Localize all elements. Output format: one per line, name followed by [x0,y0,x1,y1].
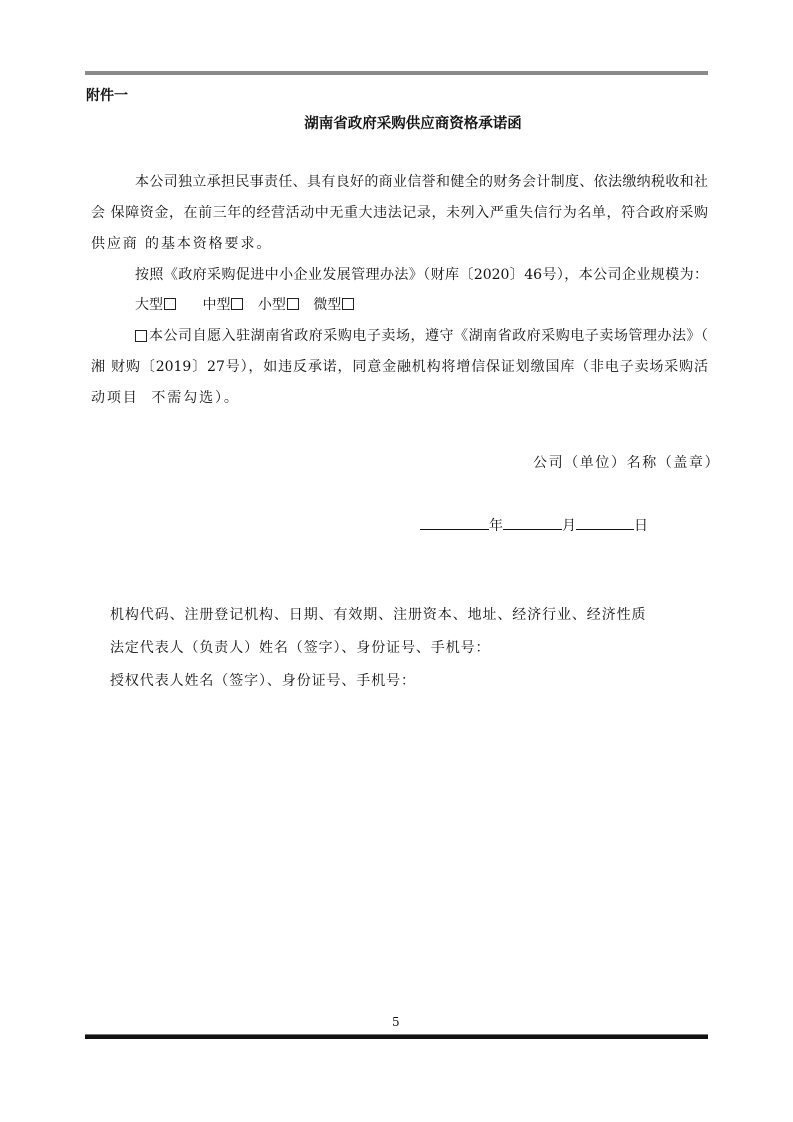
info-line2: 法定代表人（负责人）姓名（签字）、身份证号、手机号： [110,640,491,656]
para3-line2: 湘 财购〔2019〕27号），如违反承诺，同意金融机构将增信保证划缴国库（非电子卖场采购活 [91,359,708,375]
para3-line3: 动项目 不需勾选）。 [91,390,240,406]
day-blank[interactable] [576,515,634,530]
checkbox-large[interactable] [164,298,176,310]
info-line3: 授权代表人姓名（签字）、身份证号、手机号： [110,673,416,689]
size-large[interactable]: 大型 [135,297,176,313]
checkbox-medium[interactable] [231,298,243,310]
checkbox-e-mall[interactable] [135,330,147,342]
page-number: 5 [392,1015,400,1029]
footer-rule [85,1034,708,1039]
para1-line3: 供应商 的基本资格要求。 [91,236,273,252]
date-line: 年 月 日 [420,515,648,535]
para2: 按照《政府采购促进中小企业发展管理办法》（财库〔2020〕46号），本公司企业规模为： [135,267,708,283]
attachment-label: 附件一 [86,88,128,104]
checkbox-micro[interactable] [342,298,354,310]
header-rule [85,71,708,75]
size-options [135,296,354,314]
page-title: 湖南省政府采购供应商资格承诺函 [304,116,522,132]
size-micro[interactable]: 微型 [313,297,354,313]
checkbox-small[interactable] [287,298,299,310]
signature-label: 公司（单位）名称（盖章） [533,455,721,471]
size-medium[interactable]: 中型 [202,297,243,313]
para1-line2: 会 保障资金，在前三年的经营活动中无重大违法记录，未列入严重失信行为名单，符合政府采购 [91,205,708,221]
para3-line1: 本公司自愿入驻湖南省政府采购电子卖场，遵守《湖南省政府采购电子卖场管理办法》（ [135,327,708,345]
year-blank[interactable] [420,515,489,530]
size-small[interactable]: 小型 [258,297,299,313]
month-blank[interactable] [503,515,562,530]
para1-line1: 本公司独立承担民事责任、具有良好的商业信誉和健全的财务会计制度、依法缴纳税收和社 [135,174,708,190]
info-line1: 机构代码、注册登记机构、日期、有效期、注册资本、地址、经济行业、经济性质 [110,607,647,623]
